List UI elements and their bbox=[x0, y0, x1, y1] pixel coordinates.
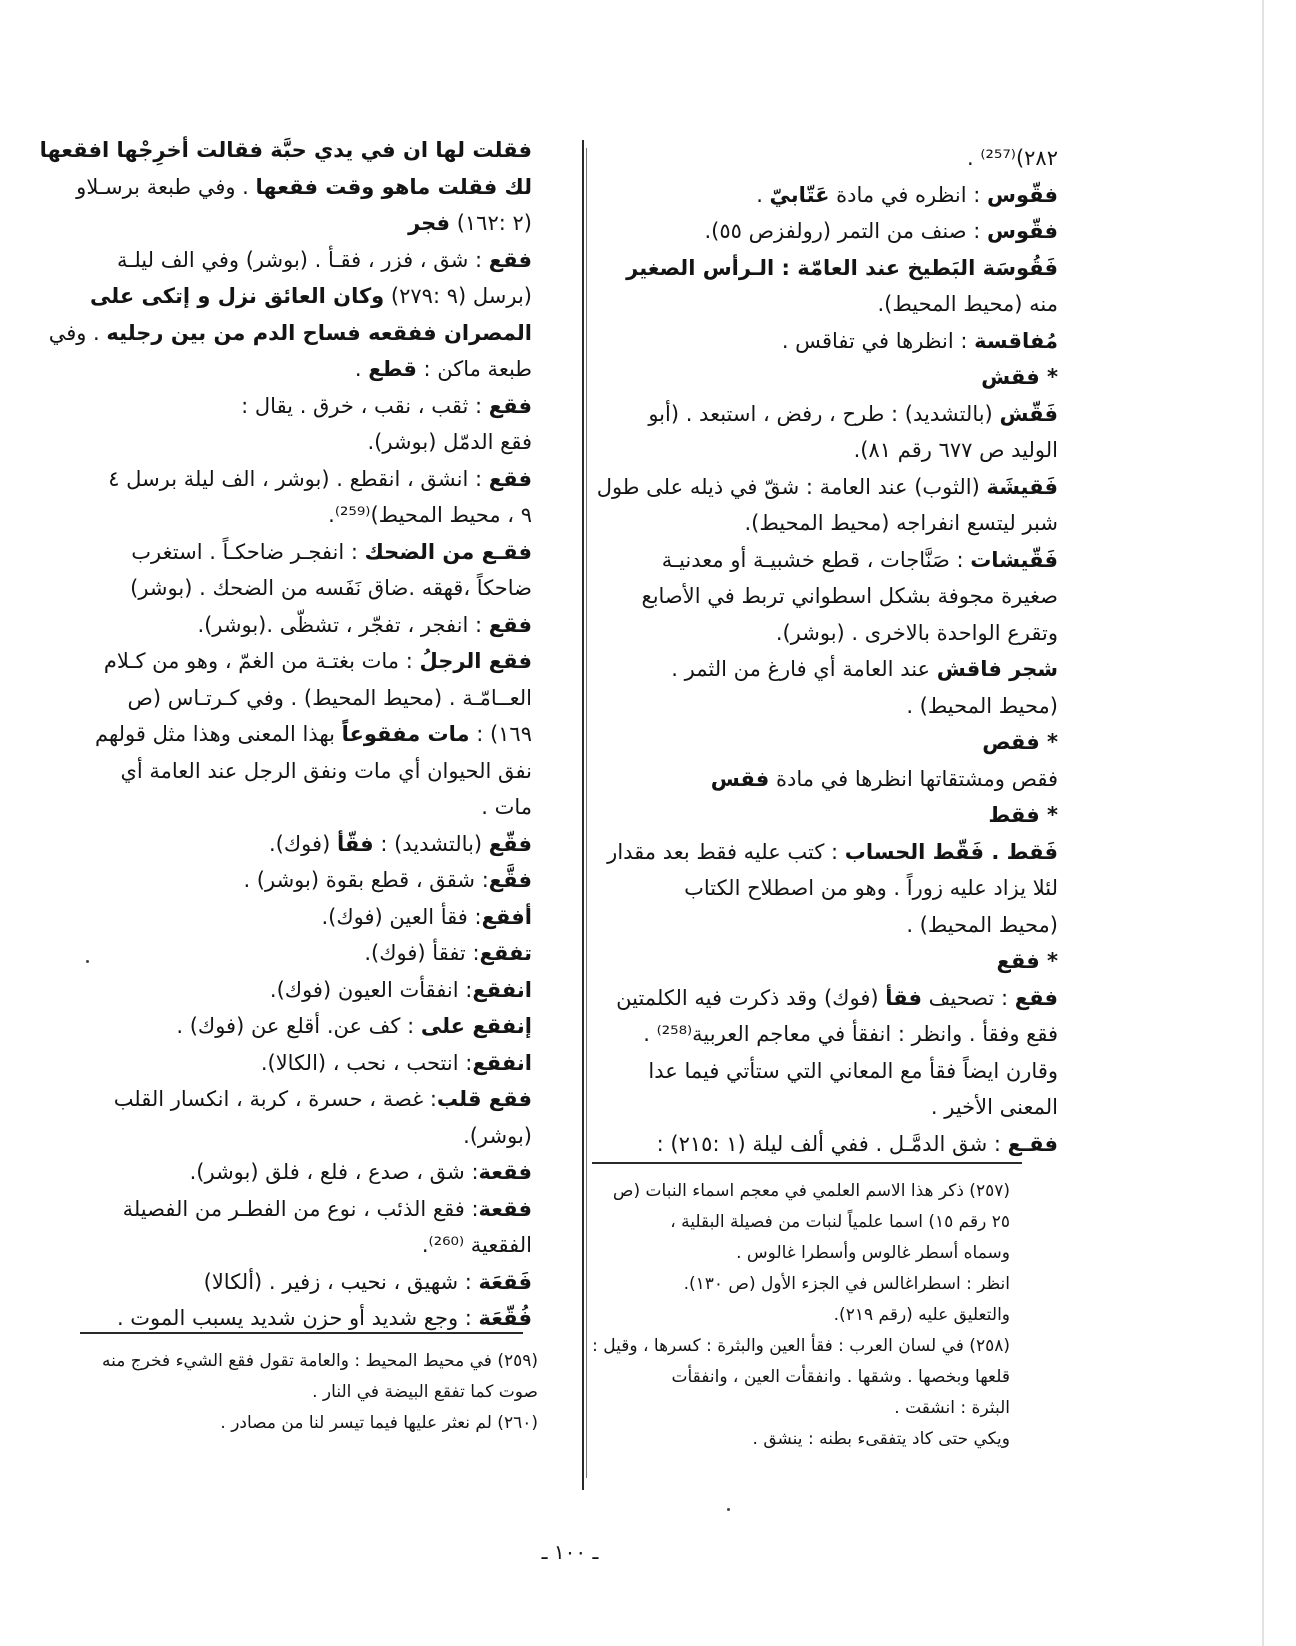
text-segment: لئلا يزاد عليه زوراً . وهو من اصطلاح الكتاب bbox=[684, 876, 1058, 900]
text-line bbox=[612, 250, 1058, 287]
headword: فقع الرجلُ bbox=[419, 649, 532, 673]
text-line bbox=[100, 424, 532, 461]
text-segment: : صَنَّاجات ، قطع خشبيـة أو معدنيـة bbox=[661, 547, 971, 572]
text-line bbox=[100, 1008, 532, 1045]
text-line bbox=[612, 724, 1058, 761]
headword: مات مفقوعاً bbox=[341, 722, 470, 746]
text-segment: : مات بغتـة من الغمّ ، وهو من كـلام bbox=[103, 649, 420, 673]
text-segment: : فقأ العين (فوك). bbox=[321, 904, 482, 929]
headword: فقع bbox=[488, 393, 532, 418]
headword: فقع bbox=[488, 466, 532, 491]
page-number: ـ ١٠٠ ـ bbox=[541, 1540, 599, 1564]
text-line bbox=[39, 132, 532, 169]
text-line bbox=[612, 359, 1058, 396]
text-segment: : انشق ، انقطع . (بوشر ، الف ليلة برسل ٤ bbox=[108, 466, 489, 491]
text-segment: . وفي bbox=[48, 320, 107, 345]
text-segment: (برسل (٩ :٢٧٩) bbox=[384, 284, 532, 308]
text-segment: العــامّـة . (محيط المحيط) . وفي كـرتـاس (ص bbox=[127, 685, 532, 710]
headword: فقـع bbox=[1007, 1131, 1058, 1156]
headword: فقّوس bbox=[986, 219, 1058, 243]
text-line bbox=[612, 688, 1058, 725]
text-segment: : تصحيف bbox=[921, 985, 1015, 1010]
footnote-line: (٢٦٠) لم نعثر عليها فيما تيسر لنا من مصادر . bbox=[220, 1413, 538, 1433]
left-column bbox=[39, 132, 532, 1337]
headword: شجر فاقش bbox=[936, 657, 1058, 681]
text-segment: فقع وفقأ . وانظر : انفقأ في معاجم العربية⁽²⁵⁸⁾ . bbox=[643, 1022, 1058, 1046]
text-line bbox=[100, 388, 532, 425]
text-line bbox=[94, 716, 532, 753]
headword: * فقع bbox=[996, 949, 1058, 973]
text-segment: : كتب عليه فقط بعد مقدار bbox=[607, 839, 845, 864]
headword: عَتّابيّ bbox=[769, 182, 830, 207]
text-segment: (بوشر). bbox=[463, 1123, 532, 1148]
text-line bbox=[100, 1081, 532, 1118]
text-segment: : انفجر ، تفجّر ، تشظّى .(بوشر). bbox=[197, 612, 489, 637]
text-segment: (الثوب) عند العامة : شقّ في ذيله على طول bbox=[596, 474, 987, 499]
text-line bbox=[100, 1264, 532, 1301]
text-segment: : صنف من التمر (رولفزص ٥٥). bbox=[704, 219, 987, 243]
headword: مُفاقسة bbox=[974, 328, 1058, 353]
text-segment: الوليد ص ٦٧٧ رقم ٨١). bbox=[853, 438, 1058, 462]
text-line bbox=[100, 972, 532, 1009]
headword: انفقع bbox=[472, 1050, 532, 1075]
right-footnote-rule bbox=[592, 1162, 1022, 1164]
headword: فقعة bbox=[478, 1196, 532, 1221]
right-footnotes bbox=[572, 1176, 1010, 1455]
footnote-line: انظر : اسطراغالس في الجزء الأول (ص ١٣٠). bbox=[683, 1274, 1010, 1294]
headword: فقع قلب bbox=[436, 1087, 532, 1111]
text-segment: (فوك). bbox=[269, 831, 337, 856]
text-segment: : شق ، فزر ، فقـأ . (بوشر) وفي الف ليلـة bbox=[116, 247, 489, 272]
footnote-line: ٢٥ رقم ١٥) اسما علمياً لنبات من فصيلة البقلية ، bbox=[670, 1212, 1010, 1232]
text-line bbox=[612, 213, 1058, 250]
text-line bbox=[612, 542, 1058, 579]
headword: المصران ففقعه فساح الدم من بين رجليه bbox=[106, 320, 532, 345]
headword: فَقعَة bbox=[478, 1269, 532, 1294]
text-line bbox=[100, 1045, 532, 1082]
text-segment: (بالتشديد) : طرح ، رفض ، استبعد . (أبو bbox=[648, 401, 1000, 426]
text-line bbox=[612, 1053, 1058, 1090]
text-line bbox=[100, 680, 532, 717]
page-edge-shadow bbox=[1262, 0, 1264, 1646]
text-segment: (محيط المحيط) . bbox=[906, 912, 1058, 937]
headword: * فقش bbox=[981, 365, 1058, 389]
text-segment: شبر ليتسع انفراجه (محيط المحيط). bbox=[744, 511, 1058, 535]
text-segment: فقص ومشتقاتها انظرها في مادة bbox=[769, 766, 1058, 791]
text-segment: عند العامة أي فارغ من الثمر . bbox=[671, 657, 937, 681]
text-segment: : شق الدمَّـل . ففي ألف ليلة (١ :٢١٥) : bbox=[656, 1131, 1008, 1156]
text-segment: : شهيق ، نحيب ، زفير . (ألكالا) bbox=[203, 1269, 479, 1294]
text-line bbox=[607, 834, 1058, 871]
headword: فقس bbox=[710, 766, 770, 791]
text-line bbox=[612, 761, 1058, 798]
text-line bbox=[612, 505, 1058, 542]
text-segment: : ثقب ، نقب ، خرق . يقال : bbox=[241, 393, 489, 418]
text-line bbox=[100, 753, 532, 790]
text-line bbox=[100, 899, 532, 936]
text-line bbox=[100, 789, 532, 826]
text-line bbox=[612, 980, 1058, 1017]
footnote-line: (٢٥٧) ذكر هذا الاسم العلمي في معجم اسماء النبات (ص bbox=[612, 1181, 1010, 1201]
headword: فَقّيشات bbox=[970, 547, 1058, 572]
left-footnote-rule bbox=[80, 1332, 523, 1334]
text-segment: ٢٨٢) bbox=[1015, 146, 1058, 170]
footnote-line: ويكي حتى كاد يتفقىء بطنه : ينشق . bbox=[752, 1429, 1010, 1449]
headword: فقع bbox=[1014, 985, 1058, 1010]
headword: فجر bbox=[408, 211, 451, 235]
headword: تفقع bbox=[479, 941, 532, 965]
text-line bbox=[100, 205, 532, 242]
text-segment: (٢ :١٦٢) bbox=[450, 211, 532, 235]
text-segment: طبعة ماكن : bbox=[416, 357, 532, 381]
text-segment: مات . bbox=[481, 795, 532, 819]
text-segment: (محيط المحيط) . bbox=[906, 693, 1058, 718]
text-line bbox=[612, 396, 1058, 433]
text-segment: بهذا المعنى وهذا مثل قولهم bbox=[94, 722, 342, 746]
text-line bbox=[612, 870, 1058, 907]
headword: * فقص bbox=[982, 730, 1058, 754]
text-segment: نفق الحيوان أي مات ونفق الرجل عند العامة أي bbox=[120, 758, 532, 783]
text-segment: . bbox=[756, 182, 770, 207]
text-line bbox=[100, 534, 532, 571]
text-segment: : انظره في مادة bbox=[829, 182, 987, 207]
text-line bbox=[612, 615, 1058, 652]
headword: فَقيشَة bbox=[986, 474, 1058, 499]
text-line bbox=[612, 1089, 1058, 1126]
text-segment: : فقع الذئب ، نوع من الفطـر من الفصيلة bbox=[122, 1196, 479, 1221]
text-segment: المعنى الأخير . bbox=[930, 1095, 1058, 1119]
text-segment: . bbox=[966, 146, 981, 170]
text-line bbox=[612, 177, 1058, 214]
text-segment: : تفقأ (فوك). bbox=[364, 941, 480, 965]
headword: أفقع bbox=[481, 904, 532, 929]
text-line bbox=[100, 607, 532, 644]
text-line bbox=[100, 935, 532, 972]
text-line bbox=[48, 315, 532, 352]
headword: وكان العائق نزل و إتكى على bbox=[90, 284, 385, 308]
footnote-line: والتعليق عليه (رقم ٢١٩). bbox=[833, 1305, 1010, 1325]
headword: فَقّش bbox=[999, 401, 1058, 426]
text-line bbox=[100, 826, 532, 863]
text-segment: . bbox=[354, 357, 369, 381]
text-line bbox=[100, 862, 532, 899]
headword: * فقط bbox=[988, 803, 1058, 827]
footnote-line: قلعها وبخصها . وشقها . وانفقأت العين ، وانفقأت bbox=[671, 1367, 1010, 1387]
text-line bbox=[612, 907, 1058, 944]
text-segment: . وفي طبعة برسـلاو bbox=[76, 174, 256, 199]
text-line bbox=[100, 461, 532, 498]
text-segment: : كف عن. أقلع عن (فوك) . bbox=[176, 1014, 421, 1038]
text-line bbox=[596, 469, 1058, 506]
headword: فقّوس bbox=[986, 182, 1058, 207]
text-segment: (فوك) وقد ذكرت فيه الكلمتين bbox=[616, 985, 886, 1010]
text-segment: ١٦٩) : bbox=[469, 722, 532, 746]
text-segment: وتقرع الواحدة بالاخرى . (بوشر). bbox=[775, 620, 1058, 645]
text-line bbox=[100, 351, 532, 388]
text-line bbox=[612, 286, 1058, 323]
headword: فَقُوسَة البَطيخ عند العامّة : الـرأس الصغير bbox=[626, 255, 1058, 280]
text-line bbox=[612, 432, 1058, 469]
text-line bbox=[100, 497, 532, 534]
headword: قطع bbox=[368, 357, 417, 381]
footnote-line: البثرة : انشقت . bbox=[894, 1398, 1010, 1418]
text-segment: وقارن ايضاً فقأ مع المعاني التي ستأتي فيما عدا bbox=[648, 1058, 1058, 1083]
text-segment: : غصة ، حسرة ، كربة ، انكسار القلب bbox=[113, 1087, 437, 1111]
text-line bbox=[612, 797, 1058, 834]
text-line bbox=[100, 242, 532, 279]
footnote-line: وسماه أسطر غالوس وأسطرا غالوس . bbox=[736, 1243, 1010, 1263]
text-line bbox=[612, 1016, 1058, 1053]
text-segment: : انفقأت العيون (فوك). bbox=[269, 977, 473, 1002]
headword: فقّع bbox=[488, 831, 532, 856]
text-segment: : شقق ، قطع بقوة (بوشر) . bbox=[243, 868, 489, 892]
text-line bbox=[100, 570, 532, 607]
headword: إنفقع على bbox=[420, 1014, 532, 1038]
text-segment: صغيرة مجوفة بشكل اسطواني تربط في الأصابع bbox=[641, 584, 1058, 608]
headword: فقع bbox=[488, 612, 532, 637]
right-column bbox=[596, 140, 1058, 1162]
text-line bbox=[100, 1154, 532, 1191]
text-line bbox=[100, 643, 532, 680]
left-footnotes bbox=[100, 1346, 538, 1439]
text-segment: : انظرها في تفاقس . bbox=[781, 328, 975, 353]
text-line bbox=[612, 323, 1058, 360]
text-segment: ⁽²⁵⁷⁾ bbox=[980, 146, 1016, 170]
headword: فقعة bbox=[478, 1160, 532, 1184]
text-line bbox=[612, 140, 1058, 177]
headword: فقع bbox=[488, 247, 532, 272]
text-segment: فقع الدمّل (بوشر). bbox=[367, 430, 532, 454]
text-line bbox=[100, 1118, 532, 1155]
text-line bbox=[612, 943, 1058, 980]
text-line bbox=[100, 1191, 532, 1228]
scan-speck bbox=[86, 960, 89, 963]
scan-speck bbox=[727, 1508, 730, 1511]
headword: فُقّعَة bbox=[478, 1306, 532, 1330]
headword: فقَّع bbox=[488, 868, 532, 892]
text-segment: (بالتشديد) : bbox=[373, 831, 489, 856]
text-line bbox=[90, 278, 532, 315]
text-line bbox=[612, 578, 1058, 615]
headword: فقّأ bbox=[336, 831, 374, 856]
headword: فَقط . فَقّط الحساب bbox=[844, 839, 1058, 864]
text-segment: ضاحكاً ،قهقه .ضاق نَفَسه من الضحك . (بوشر) bbox=[130, 576, 532, 600]
text-segment: : انتحب ، نحب ، (الكالا). bbox=[260, 1050, 473, 1075]
headword: لك فقلت ماهو وقت فقعها bbox=[255, 174, 532, 199]
text-segment: : انفجـر ضاحكـاً . استغرب bbox=[131, 539, 365, 564]
text-segment: : شق ، صدع ، فلع ، فلق (بوشر). bbox=[189, 1160, 479, 1184]
headword: فقـع من الضحك bbox=[364, 539, 532, 564]
text-line bbox=[612, 651, 1058, 688]
headword: انفقع bbox=[472, 977, 532, 1002]
text-segment: الفقعية ⁽²⁶⁰⁾. bbox=[421, 1233, 532, 1257]
headword: فقلت لها ان في يدي حبَّة فقالت أخرِجْها افقعها bbox=[39, 138, 532, 162]
text-line bbox=[100, 1227, 532, 1264]
text-segment: منه (محيط المحيط). bbox=[877, 292, 1058, 316]
text-segment: ٩ ، محيط المحيط)⁽²⁵⁹⁾. bbox=[328, 503, 532, 527]
footnote-line: صوت كما تفقع البيضة في النار . bbox=[312, 1382, 538, 1402]
footnote-line: (٢٥٨) في لسان العرب : فقأ العين والبثرة : كسرها ، وقيل : bbox=[592, 1336, 1010, 1356]
headword: فقأ bbox=[885, 985, 922, 1010]
text-line bbox=[612, 1126, 1058, 1163]
footnote-line: (٢٥٩) في محيط المحيط : والعامة تقول فقع الشيء فخرج منه bbox=[101, 1351, 538, 1371]
text-line bbox=[76, 169, 532, 206]
text-segment: : وجع شديد أو حزن شديد يسبب الموت . bbox=[116, 1306, 479, 1330]
